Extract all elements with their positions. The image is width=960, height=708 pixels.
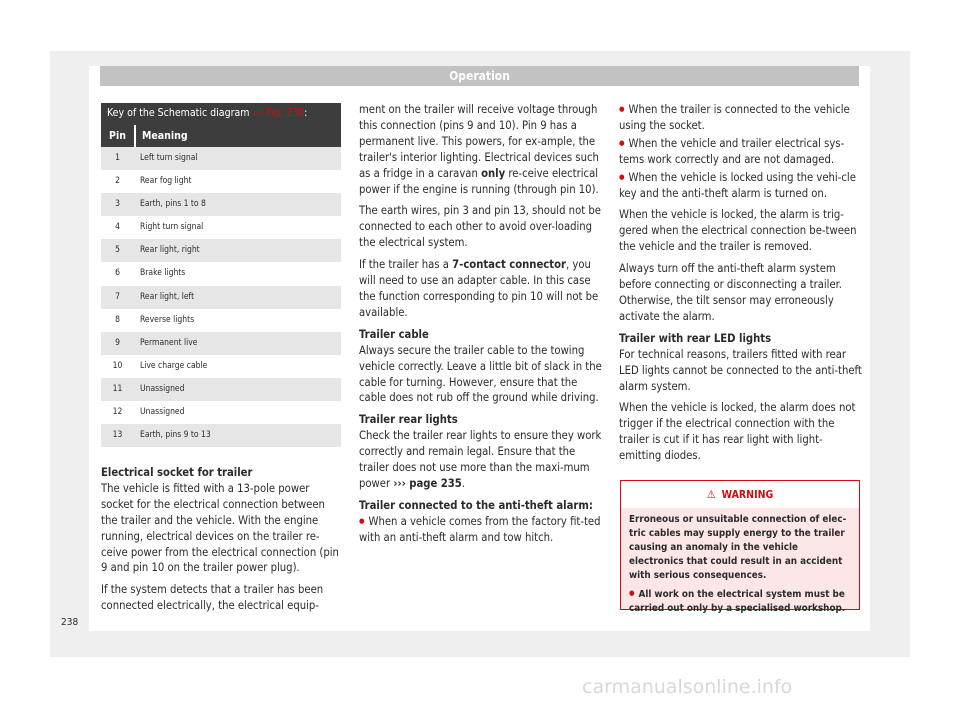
- caption-colon: :: [304, 107, 308, 119]
- meaning-cell: Permanent live: [140, 337, 198, 348]
- warning-triangle-icon: ⚠: [706, 488, 716, 501]
- heading-trailer-cable: Trailer cable: [359, 327, 429, 341]
- paragraph: Always secure the trailer cable to the towing vehicle correctly. Leave a little bit of slack in the cable for turning. However, ensure that the cable does not rub off the ground while driving.: [359, 343, 602, 405]
- paragraph: If the system detects that a trailer has been connected electrically, the electrical equip-: [101, 583, 324, 613]
- paragraph: The vehicle is fitted with a 13-pole power socket for the electrical connection between the trailer and the vehicle. With the engine running, electrical devices on the trailer re-ceive power from the electrical connection (pin 9 and pin 10 on the trailer power plug).: [101, 481, 339, 575]
- pin-cell: 5: [115, 245, 120, 256]
- pin-cell: 13: [112, 430, 123, 441]
- paragraph: When the vehicle is locked, the alarm is trig-gered when the electrical connection be-tween the vehicle and the trailer is removed.: [619, 208, 857, 254]
- heading-anti-theft: Trailer connected to the anti-theft alarm:: [359, 498, 593, 512]
- table-row: [101, 424, 341, 447]
- table-row: [101, 401, 341, 424]
- meaning-cell: Right turn signal: [140, 222, 204, 233]
- bullet-icon: [619, 103, 629, 116]
- figure-link[interactable]: Fig. 230: [263, 107, 305, 119]
- table-body: [101, 147, 341, 447]
- table-row: [101, 239, 341, 262]
- table-row: [101, 262, 341, 285]
- pin-cell: 12: [112, 407, 123, 418]
- pin-cell: 11: [112, 383, 123, 394]
- bullet-text: When the trailer is connected to the vehicle using the socket.: [619, 103, 850, 132]
- page-number: 238: [61, 617, 79, 628]
- pin-cell: 7: [115, 291, 120, 302]
- column-3: [619, 102, 862, 470]
- text: Check the trailer rear lights to ensure they work correctly and remain legal. Ensure that the trailer does not use more than the maxi-mum power: [359, 429, 602, 490]
- meaning-cell: Live charge cable: [140, 360, 208, 371]
- meaning-cell: Unassigned: [140, 383, 185, 394]
- text: , you will need to use an adapter cable. In this case the function corresponding to pin 10 will not be available.: [359, 258, 599, 319]
- table-row: [101, 147, 341, 170]
- meaning-cell: Reverse lights: [140, 314, 195, 325]
- emphasis: 7-contact connector: [452, 258, 566, 272]
- bullet-icon: [629, 589, 639, 600]
- meaning-cell: Rear fog light: [140, 176, 192, 187]
- bullet-item: [619, 136, 862, 168]
- bullet-icon: [619, 137, 629, 150]
- paragraph: [359, 257, 602, 321]
- warning-body: [621, 508, 859, 624]
- paragraph: For technical reasons, trailers fitted with rear LED lights cannot be connected to the anti-theft alarm system.: [619, 347, 862, 393]
- warning-header: [621, 481, 859, 508]
- pin-cell: 6: [115, 268, 120, 279]
- table-row: [101, 193, 341, 216]
- bullet-icon: [359, 515, 369, 528]
- warning-title: WARNING: [721, 489, 774, 501]
- text: .: [461, 476, 465, 490]
- bullet-text: All work on the electrical system must be carried out only by a specialised workshop.: [629, 589, 846, 614]
- caption-arrow: ›››: [252, 107, 264, 119]
- meaning-cell: Unassigned: [140, 407, 185, 418]
- table-row: [101, 378, 341, 401]
- paragraph: [359, 428, 602, 492]
- warning-bullet: [629, 586, 851, 616]
- pin-cell: 3: [115, 199, 120, 210]
- meaning-cell: Earth, pins 9 to 13: [140, 430, 211, 441]
- pin-cell: 2: [115, 176, 120, 187]
- emphasis: only: [481, 166, 506, 180]
- paragraph: When the vehicle is locked, the alarm does not trigger if the electrical connection with the trailer is cut if it has rear light with light-emitting diodes.: [619, 401, 856, 463]
- text: ment on the trailer will receive voltage through this connection (pins 9 and 10). Pin 9 has a permanent live. This powers, for ex-ample, the trailer's interior lighting. Electrical devices such as a fridge in a caravan: [359, 103, 599, 180]
- bullet-text: When the vehicle and trailer electrical sys-tems work correctly and are not damaged.: [619, 136, 845, 166]
- paragraph: Always turn off the anti-theft alarm system before connecting or disconnecting a trailer. Otherwise, the tilt sensor may erroneously activate the alarm.: [619, 262, 842, 323]
- pin-cell: 8: [115, 314, 120, 325]
- section-header: Operation: [100, 66, 859, 86]
- column-headers: [101, 125, 341, 147]
- bullet-item: [359, 514, 602, 546]
- column-1: [101, 465, 341, 620]
- meaning-cell: Left turn signal: [140, 153, 198, 163]
- bullet-item: [619, 102, 862, 134]
- table-row: [101, 286, 341, 309]
- bullet-item: [619, 170, 862, 202]
- table-row: [101, 170, 341, 193]
- meaning-cell: Rear light, left: [140, 291, 195, 302]
- table-row: [101, 332, 341, 355]
- column-header-pin: Pin: [101, 125, 136, 147]
- column-2: [359, 102, 602, 552]
- table-head: [101, 103, 341, 147]
- meaning-cell: Rear light, right: [140, 245, 200, 256]
- pin-cell: 10: [112, 360, 123, 371]
- bullet-text: When the vehicle is locked using the vehi-cle key and the anti-theft alarm is turned on.: [619, 170, 856, 200]
- bullet-icon: [619, 171, 629, 184]
- table-caption: [101, 103, 341, 125]
- heading-electrical-socket: Electrical socket for trailer: [101, 466, 253, 479]
- pin-cell: 9: [115, 337, 120, 348]
- table-row: [101, 309, 341, 332]
- caption-text: Key of the Schematic diagram: [107, 107, 253, 119]
- schematic-table: [101, 103, 341, 447]
- warning-text: Erroneous or unsuitable connection of elec-tric cables may supply energy to the trailer causing an anomaly in the vehicle electronics that could result in an accident with serious consequences.: [629, 514, 847, 581]
- heading-led-lights: Trailer with rear LED lights: [619, 331, 772, 345]
- table-row: [101, 355, 341, 378]
- table-row: [101, 216, 341, 239]
- warning-box: [620, 480, 860, 614]
- text: re-ceive electrical power if the engine is running (through pin 10).: [359, 166, 599, 196]
- paragraph: [359, 102, 602, 197]
- bullet-text: When a vehicle comes from the factory fit-ted with an anti-theft alarm and tow hitch.: [359, 514, 601, 544]
- text: If the trailer has a: [359, 258, 453, 272]
- pin-cell: 4: [115, 222, 120, 233]
- heading-trailer-rear-lights: Trailer rear lights: [359, 413, 458, 427]
- paragraph: The earth wires, pin 3 and pin 13, should not be connected to each other to avoid over-loading the electrical system.: [359, 204, 601, 250]
- column-header-meaning: Meaning: [142, 130, 188, 142]
- page-link[interactable]: ››› page 235: [393, 476, 462, 490]
- meaning-cell: Brake lights: [140, 268, 186, 279]
- watermark: carmanualsonline.info: [582, 676, 793, 698]
- meaning-cell: Earth, pins 1 to 8: [140, 199, 206, 210]
- pin-cell: 1: [115, 153, 120, 163]
